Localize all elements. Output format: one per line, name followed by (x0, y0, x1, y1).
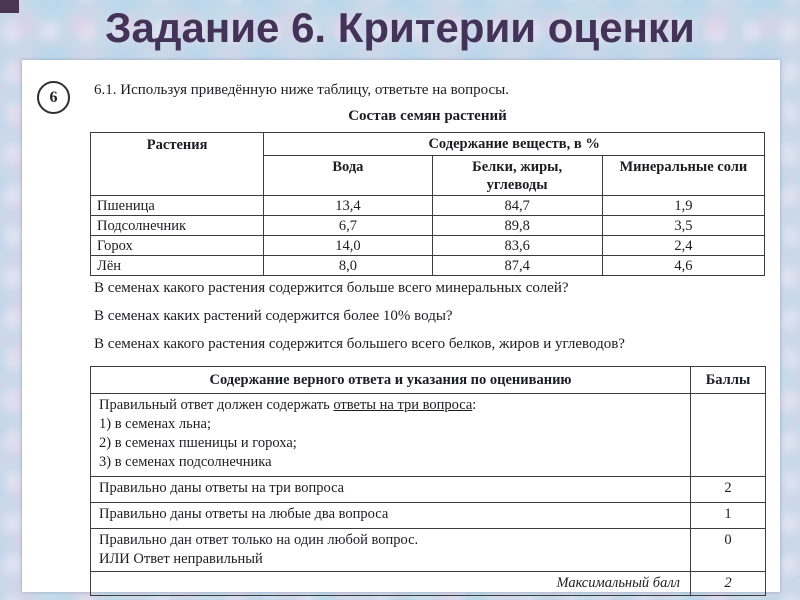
correct-answer-cell (91, 394, 691, 477)
col-header-water: Вода (264, 156, 432, 196)
criteria-table (90, 366, 766, 596)
criteria-text-line1: Правильно дан ответ только на один любой вопрос. (99, 532, 419, 548)
criteria-answer-row (91, 394, 766, 477)
criteria-header-score: Баллы (691, 367, 766, 394)
criteria-text-cell: Правильно даны ответы на три вопроса (91, 477, 691, 503)
minerals-value-cell: 1,9 (602, 196, 764, 216)
col-header-nutrients-line1: Белки, жиры, (472, 159, 563, 175)
criteria-score-cell: 0 (691, 529, 766, 572)
water-value-cell: 13,4 (264, 196, 432, 216)
plant-name-cell: Лён (91, 256, 264, 276)
criteria-text-line2: ИЛИ Ответ неправильный (99, 551, 263, 567)
slide-title: Задание 6. Критерии оценки (105, 4, 695, 51)
plant-name-cell: Горох (91, 236, 264, 256)
minerals-value-cell: 3,5 (602, 216, 764, 236)
questions-block (94, 281, 625, 365)
water-value-cell: 14,0 (264, 236, 432, 256)
table-row (91, 256, 765, 276)
col-header-plants: Растения (91, 133, 264, 196)
table-row (91, 236, 765, 256)
nutrients-value-cell: 87,4 (432, 256, 602, 276)
criteria-text-cell: Правильно даны ответы на любые два вопроса (91, 503, 691, 529)
criteria-row (91, 477, 766, 503)
table-row (91, 216, 765, 236)
question-1: В семенах какого растения содержится больше всего минеральных солей? (94, 280, 569, 296)
answer-intro-underlined: ответы на три вопроса (333, 397, 473, 413)
answer-intro-prefix: Правильный ответ должен содержать (99, 397, 334, 413)
criteria-footer-row (91, 572, 766, 596)
criteria-score-cell: 1 (691, 503, 766, 529)
water-value-cell: 8,0 (264, 256, 432, 276)
nutrients-value-cell: 83,6 (432, 236, 602, 256)
question-2: В семенах каких растений содержится более 10% воды? (94, 308, 453, 324)
col-header-nutrients (432, 156, 602, 196)
answer-intro-suffix: : (472, 397, 477, 413)
answer-item-1: 1) в семенах льна; (99, 416, 211, 432)
task-intro-text: 6.1. Используя приведённую ниже таблицу, ответьте на вопросы. (94, 82, 510, 98)
water-value-cell: 6,7 (264, 216, 432, 236)
criteria-row (91, 503, 766, 529)
worksheet-page (22, 60, 780, 592)
task-number-badge: 6 (37, 81, 70, 114)
answer-item-2: 2) в семенах пшеницы и гороха; (99, 435, 297, 451)
plant-name-cell: Подсолнечник (91, 216, 264, 236)
nutrients-value-cell: 89,8 (432, 216, 602, 236)
max-score-label: Максимальный балл (91, 572, 691, 596)
composition-table (90, 132, 765, 276)
minerals-value-cell: 4,6 (602, 256, 764, 276)
criteria-row (91, 529, 766, 572)
answer-intro-line (99, 396, 682, 415)
plant-name-cell: Пшеница (91, 196, 264, 216)
minerals-value-cell: 2,4 (602, 236, 764, 256)
composition-table-title: Состав семян растений (348, 108, 507, 124)
col-header-minerals: Минеральные соли (602, 156, 764, 196)
col-header-nutrients-line2: углеводы (486, 177, 548, 193)
answer-item-3: 3) в семенах подсолнечника (99, 454, 272, 470)
criteria-header-content: Содержание верного ответа и указания по оцениванию (91, 367, 691, 394)
question-3: В семенах какого растения содержится большего всего белков, жиров и углеводов? (94, 336, 625, 352)
col-group-header-substances: Содержание веществ, в % (264, 133, 765, 156)
criteria-score-cell: 2 (691, 477, 766, 503)
nutrients-value-cell: 84,7 (432, 196, 602, 216)
criteria-text-cell (91, 529, 691, 572)
answer-score-cell (691, 394, 766, 477)
table-row (91, 196, 765, 216)
max-score-value: 2 (691, 572, 766, 596)
